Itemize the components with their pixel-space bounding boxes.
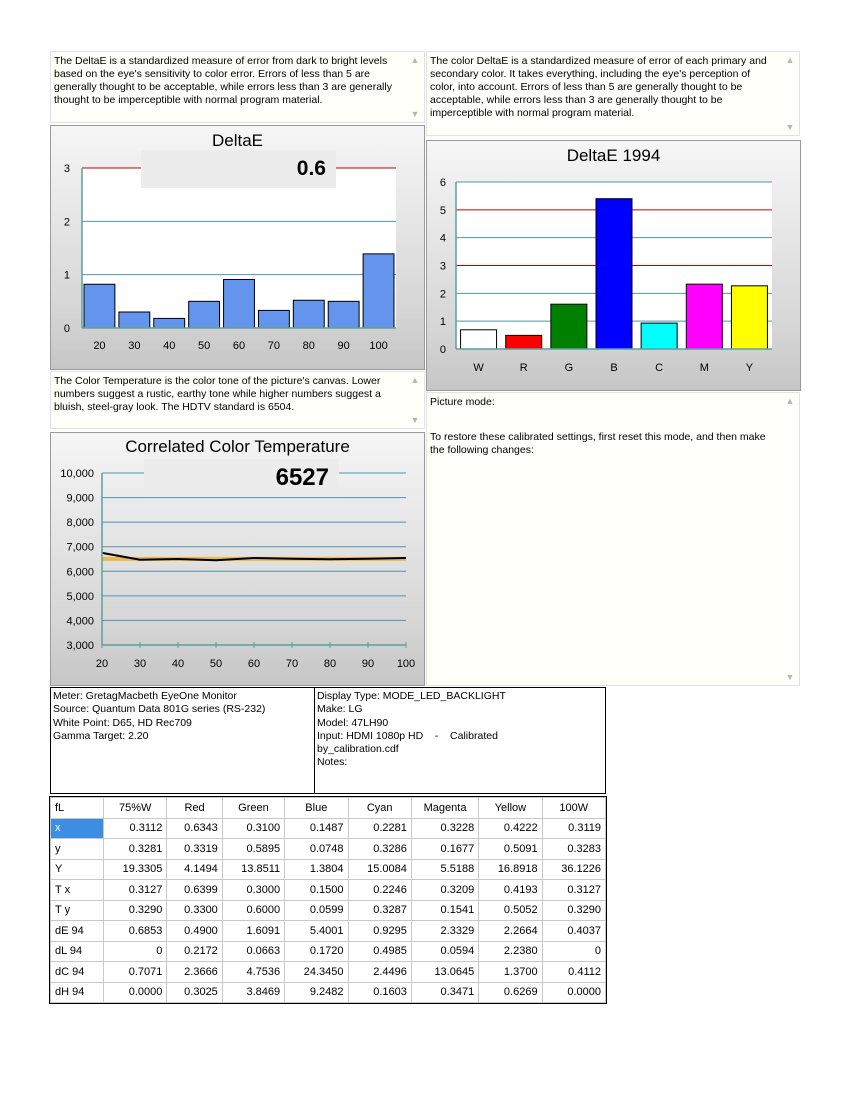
x-tick-label: 100: [396, 658, 416, 670]
table-row[interactable]: [51, 941, 606, 962]
table-row[interactable]: [51, 880, 606, 901]
table-cell: 3.8469: [222, 982, 284, 1003]
x-tick-label: 30: [128, 340, 141, 352]
display-type: Display Type: MODE_LED_BACKLIGHT: [317, 690, 506, 702]
row-label[interactable]: x: [51, 818, 104, 839]
table-cell: 0.4037: [542, 921, 605, 942]
table-cell: 0.3290: [104, 900, 167, 921]
table-cell: 0.7071: [104, 962, 167, 983]
y-tick-label: 4,000: [66, 615, 94, 628]
color-deltae-description-text: The color DeltaE is a standardized measure of error of each primary and secondary color. It takes everything, including the eye's perception of color, into account. Errors of less than 5 are generally thought to be acceptable, while errors less than 3 are generally thought to be imperceptible with normal program material.: [430, 55, 767, 119]
deltae-chart-panel: [50, 125, 425, 370]
table-cell: 5.5188: [411, 859, 478, 880]
table-cell: 0.5052: [479, 900, 542, 921]
x-tick-label: 80: [323, 658, 337, 670]
table-cell: 0.5895: [222, 839, 284, 860]
row-label[interactable]: dC 94: [51, 962, 104, 983]
display-info-box: [314, 687, 606, 794]
bar: [551, 304, 587, 349]
y-tick-label: 8,000: [66, 517, 94, 530]
y-tick-label: 6: [439, 177, 446, 189]
table-cell: 0.1720: [285, 941, 348, 962]
deltae-chart-title: DeltaE: [211, 131, 264, 150]
table-cell: 0.3300: [167, 900, 222, 921]
row-label[interactable]: Y: [51, 859, 104, 880]
x-tick-label: 90: [361, 658, 375, 670]
table-cell: 0.2246: [348, 880, 411, 901]
column-header: 75%W: [104, 798, 167, 819]
y-tick-label: 3,000: [66, 640, 94, 652]
table-cell: 0.0000: [542, 982, 605, 1003]
picture-mode-panel: [426, 392, 800, 686]
display-make: Make: LG: [317, 703, 363, 716]
table-row[interactable]: [51, 859, 606, 880]
y-tick-label: 0: [63, 323, 70, 335]
deltae-description-text: The DeltaE is a standardized measure of error from dark to bright levels based on the eye's sensitivity to color error. Errors of less than 5 are generally thought to be acceptable, while errors less than 3 are generally thought to be imperceptible with normal program material.: [54, 55, 392, 106]
table-cell: 0.3319: [167, 839, 222, 860]
table-header-row: [51, 798, 606, 819]
table-cell: 0: [104, 941, 167, 962]
y-tick-label: 2: [439, 288, 446, 301]
cct-chart-panel: [50, 432, 425, 686]
table-cell: 0.3471: [411, 982, 478, 1003]
color-deltae-description: [426, 51, 800, 136]
table-cell: 2.3329: [411, 921, 478, 942]
x-tick-label: 70: [285, 658, 299, 670]
table-cell: 0.2281: [348, 818, 411, 839]
display-notes: Notes:: [317, 756, 348, 769]
x-tick-label: Y: [745, 362, 754, 374]
cct-description: [50, 371, 425, 429]
table-cell: 0.3209: [411, 880, 478, 901]
x-tick-label: G: [564, 362, 574, 374]
x-tick-label: B: [610, 362, 618, 374]
x-tick-label: 90: [337, 340, 350, 352]
x-tick-label: 40: [163, 340, 176, 352]
table-cell: 0.1541: [411, 900, 478, 921]
scroll-down-arrow-icon[interactable]: ▼: [410, 415, 420, 425]
table-cell: 13.8511: [222, 859, 284, 880]
display-model: Model: 47LH90: [317, 716, 389, 729]
row-label[interactable]: T y: [51, 900, 104, 921]
table-cell: 13.0645: [411, 962, 478, 983]
bar: [224, 279, 255, 328]
display-input-file: by_calibration.cdf: [317, 743, 399, 756]
display-input: Input: HDMI 1080p HD - Calibrated: [317, 729, 498, 742]
y-tick-label: 1: [439, 316, 446, 329]
table-cell: 4.1494: [167, 859, 222, 880]
scroll-up-arrow-icon[interactable]: ▲: [410, 375, 420, 385]
x-tick-label: 30: [133, 658, 147, 670]
scroll-up-arrow-icon[interactable]: ▲: [785, 396, 795, 406]
table-cell: 0.3287: [348, 900, 411, 921]
table-cell: 0.3290: [542, 900, 605, 921]
y-tick-label: 1: [63, 269, 70, 282]
table-cell: 5.4001: [285, 921, 348, 942]
meter-source: Source: Quantum Data 801G series (RS-232): [53, 703, 266, 716]
table-cell: 0.0748: [285, 839, 348, 860]
scroll-down-arrow-icon[interactable]: ▼: [785, 122, 795, 132]
x-tick-label: 80: [302, 340, 315, 352]
cct-chart-title: Correlated Color Temperature: [125, 437, 350, 456]
table-cell: 0.3100: [222, 818, 284, 839]
y-tick-label: 3: [63, 163, 70, 175]
column-header: Yellow: [479, 798, 542, 819]
table-cell: 36.1226: [542, 859, 605, 880]
table-cell: 0.3127: [542, 880, 605, 901]
white-point: White Point: D65, HD Rec709: [53, 716, 192, 729]
picture-mode-label: Picture mode:: [430, 396, 495, 408]
bar: [328, 301, 359, 328]
bar: [119, 312, 150, 328]
y-tick-label: 10,000: [60, 468, 94, 480]
bar: [189, 301, 220, 328]
table-cell: 0.4193: [479, 880, 542, 901]
x-tick-label: W: [473, 362, 484, 374]
table-cell: 19.3305: [104, 859, 167, 880]
table-cell: 2.2664: [479, 921, 542, 942]
table-cell: 0.4112: [542, 962, 605, 983]
deltae1994-chart-panel: [426, 140, 801, 391]
table-cell: 0.0663: [222, 941, 284, 962]
scroll-down-arrow-icon[interactable]: ▼: [785, 672, 795, 682]
table-cell: 9.2482: [285, 982, 348, 1003]
deltae-description: [50, 51, 425, 123]
table-cell: 0.3286: [348, 839, 411, 860]
scroll-up-arrow-icon[interactable]: ▲: [785, 55, 795, 65]
table-cell: 0.3000: [222, 880, 284, 901]
y-tick-label: 0: [439, 344, 446, 356]
table-cell: 1.3700: [479, 962, 542, 983]
table-cell: 0.3127: [104, 880, 167, 901]
table-cell: 0.6399: [167, 880, 222, 901]
y-tick-label: 2: [63, 216, 70, 229]
table-row[interactable]: [51, 839, 606, 860]
bar: [596, 199, 632, 349]
table-cell: 0.4222: [479, 818, 542, 839]
bar: [363, 254, 394, 328]
table-cell: 0.6000: [222, 900, 284, 921]
table-cell: 0.2172: [167, 941, 222, 962]
table-cell: 2.2380: [479, 941, 542, 962]
table-cell: 15.0084: [348, 859, 411, 880]
table-corner: fL: [51, 798, 104, 819]
row-label[interactable]: dH 94: [51, 982, 104, 1003]
row-label[interactable]: dL 94: [51, 941, 104, 962]
column-header: Magenta: [411, 798, 478, 819]
bar: [461, 330, 497, 349]
table-row[interactable]: [51, 921, 606, 942]
y-tick-label: 5,000: [66, 590, 94, 603]
table-cell: 0.6343: [167, 818, 222, 839]
table-cell: 0.4900: [167, 921, 222, 942]
x-tick-label: 40: [171, 658, 185, 670]
bar: [641, 323, 677, 349]
bar: [154, 318, 185, 328]
column-header: Blue: [285, 798, 348, 819]
table-row[interactable]: [51, 982, 606, 1003]
bar: [686, 284, 722, 349]
bar: [731, 286, 767, 349]
gamma-target: Gamma Target: 2.20: [53, 729, 149, 742]
x-tick-label: 50: [197, 340, 211, 352]
table-cell: 0.3112: [104, 818, 167, 839]
meter-info-box: [50, 687, 315, 794]
table-cell: 4.7536: [222, 962, 284, 983]
x-tick-label: 70: [267, 340, 281, 352]
table-cell: 0.0599: [285, 900, 348, 921]
x-tick-label: 50: [209, 658, 223, 670]
table-row[interactable]: [51, 900, 606, 921]
table-cell: 0.9295: [348, 921, 411, 942]
table-cell: 0.3283: [542, 839, 605, 860]
cct-description-text: The Color Temperature is the color tone of the picture's canvas. Lower numbers suggest a rustic, earthy tone while higher numbers suggest a bluish, steel-gray look. The HDTV standard is 6504.: [54, 375, 381, 413]
row-label[interactable]: T x: [51, 880, 104, 901]
y-tick-label: 9,000: [66, 492, 94, 505]
meter-name: Meter: GretagMacbeth EyeOne Monitor: [53, 690, 237, 702]
x-tick-label: M: [699, 362, 709, 374]
table-cell: 0.1677: [411, 839, 478, 860]
scroll-up-arrow-icon[interactable]: ▲: [410, 55, 420, 65]
table-cell: 2.3666: [167, 962, 222, 983]
bar: [258, 310, 289, 328]
column-header: Green: [222, 798, 284, 819]
bar: [506, 335, 542, 349]
cct-value: 6527: [144, 459, 339, 497]
y-tick-label: 7,000: [66, 541, 94, 554]
measurement-table: [50, 797, 606, 1003]
table-cell: 16.8918: [479, 859, 542, 880]
table-cell: 0.5091: [479, 839, 542, 860]
row-label[interactable]: dE 94: [51, 921, 104, 942]
table-cell: 0.1487: [285, 818, 348, 839]
y-tick-label: 3: [439, 260, 446, 273]
table-cell: 0.3281: [104, 839, 167, 860]
table-cell: 0.1603: [348, 982, 411, 1003]
deltae1994-chart: [427, 141, 802, 392]
x-tick-label: 60: [232, 340, 246, 352]
x-tick-label: 60: [247, 658, 261, 670]
x-tick-label: C: [655, 362, 664, 374]
table-cell: 0.1500: [285, 880, 348, 901]
x-tick-label: 20: [93, 340, 106, 352]
table-row[interactable]: [51, 962, 606, 983]
bar: [293, 300, 324, 328]
bar: [84, 284, 115, 328]
table-cell: 0.0000: [104, 982, 167, 1003]
column-header: 100W: [542, 798, 605, 819]
restore-instructions: To restore these calibrated settings, first reset this mode, and then make the following changes:: [430, 431, 766, 456]
x-tick-label: 20: [95, 658, 109, 670]
table-cell: 0.3119: [542, 818, 605, 839]
y-tick-label: 5: [439, 204, 446, 217]
deltae1994-chart-title: DeltaE 1994: [566, 146, 661, 165]
table-cell: 24.3450: [285, 962, 348, 983]
table-row[interactable]: [51, 818, 606, 839]
table-cell: 0.6269: [479, 982, 542, 1003]
table-cell: 1.6091: [222, 921, 284, 942]
column-header: Red: [167, 798, 222, 819]
row-label[interactable]: y: [51, 839, 104, 860]
y-tick-label: 6,000: [66, 566, 94, 579]
column-header: Cyan: [348, 798, 411, 819]
x-tick-label: R: [519, 362, 528, 374]
table-cell: 0.6853: [104, 921, 167, 942]
x-tick-label: 100: [369, 340, 388, 352]
table-cell: 0: [542, 941, 605, 962]
table-cell: 1.3804: [285, 859, 348, 880]
table-cell: 0.4985: [348, 941, 411, 962]
deltae-value: 0.6: [141, 150, 336, 188]
table-cell: 0.0594: [411, 941, 478, 962]
y-tick-label: 4: [439, 232, 446, 245]
table-cell: 0.3228: [411, 818, 478, 839]
scroll-down-arrow-icon[interactable]: ▼: [410, 109, 420, 119]
table-cell: 2.4496: [348, 962, 411, 983]
table-cell: 0.3025: [167, 982, 222, 1003]
